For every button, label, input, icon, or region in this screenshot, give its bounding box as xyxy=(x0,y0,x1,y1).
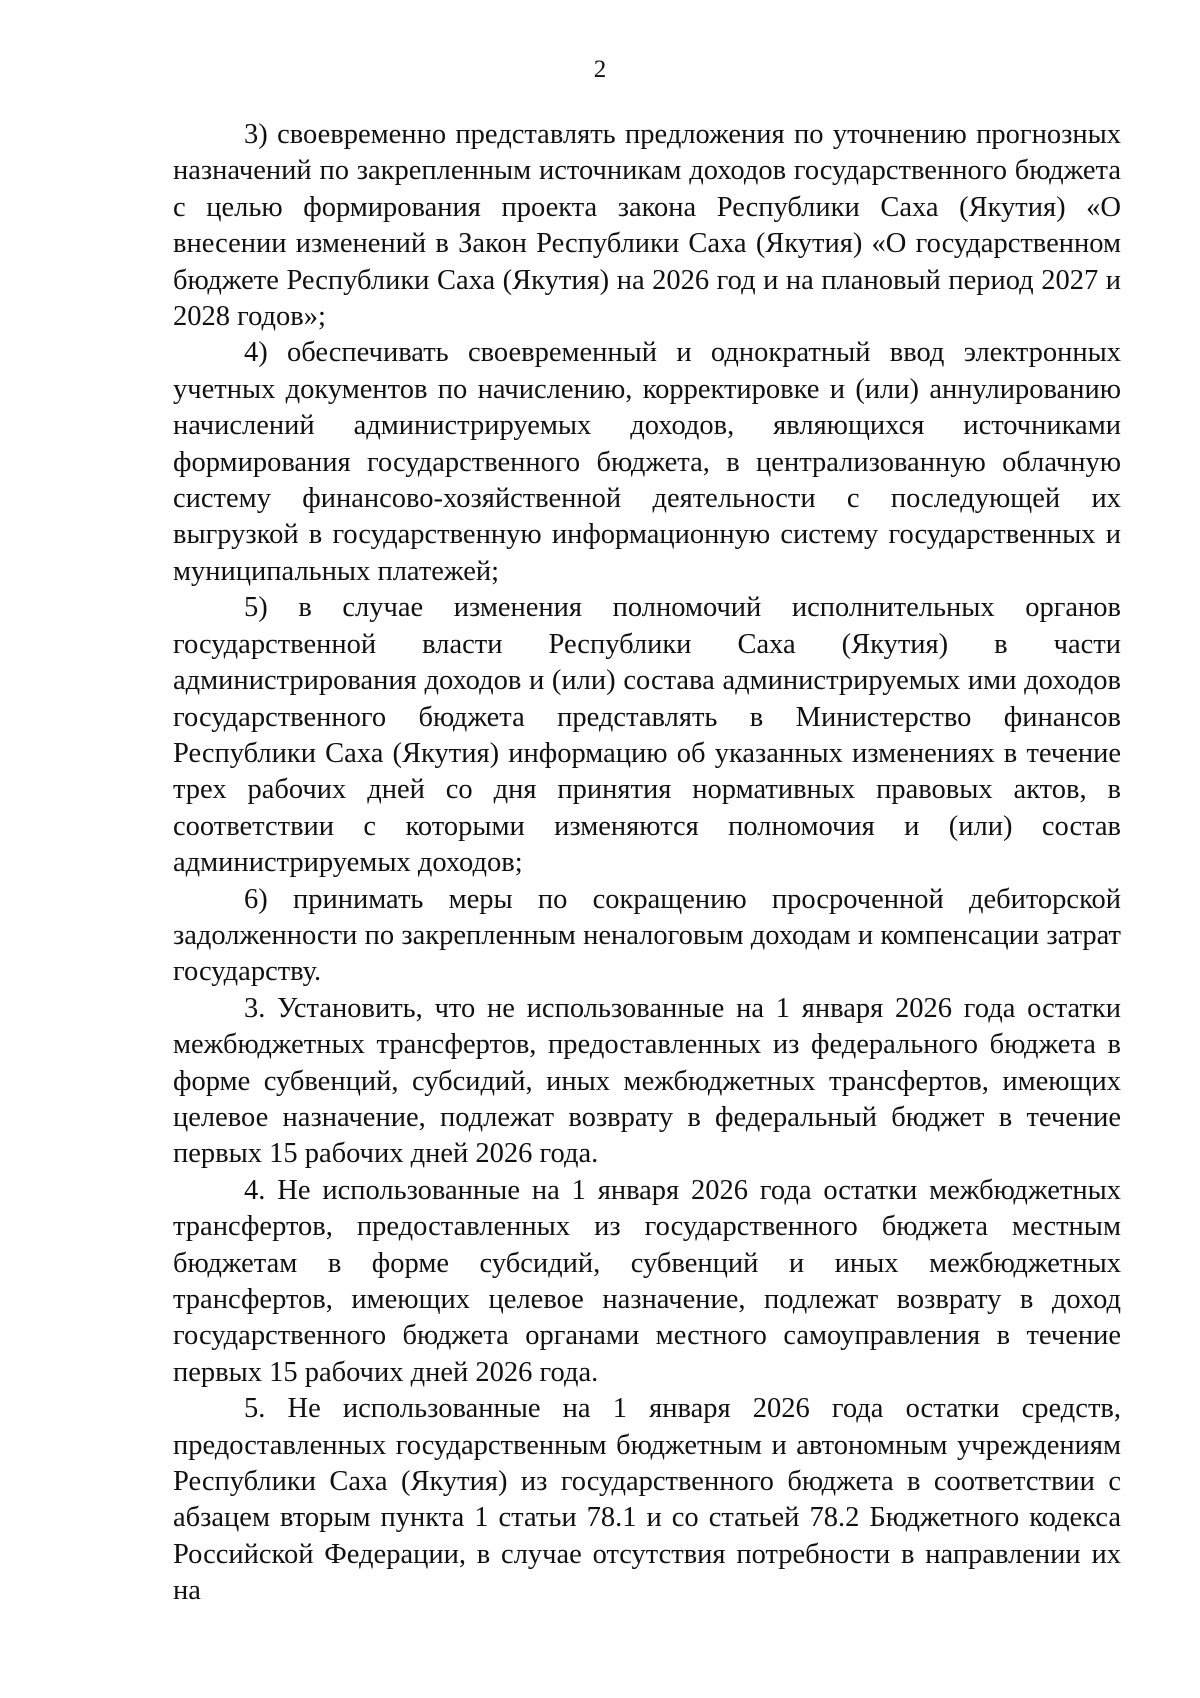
paragraph-item-6: 6) принимать меры по сокращению просроченной дебиторской задолженности по закрепленным неналоговым доходам и компенсации затрат государству. xyxy=(173,883,1121,988)
document-body xyxy=(173,117,1121,1610)
paragraph-clause-5: 5. Не использованные на 1 января 2026 года остатки средств, предоставленных государственным бюджетным и автономным учреждениям Республики Саха (Якутия) из государственного бюджета в соответствии с абзацем вторым пункта 1 статьи 78.1 и со статьей 78.2 Бюджетного кодекса Российской Федерации, в случае отсутствия потребности в направлении их на xyxy=(173,1393,1121,1607)
page-number: 2 xyxy=(593,56,607,83)
paragraph-item-4: 4) обеспечивать своевременный и однократный ввод электронных учетных документов по начислению, корректировке и (или) аннулированию начислений администрируемых доходов, являющихся источниками формирования государственного бюджета, в централизованную облачную систему финансово-хозяйственной деятельности с последующей их выгрузкой в государственную информационную систему государственных и муниципальных платежей; xyxy=(173,337,1121,587)
paragraph-clause-3: 3. Установить, что не использованные на 1 января 2026 года остатки межбюджетных трансфертов, предоставленных из федерального бюджета в форме субвенций, субсидий, иных межбюджетных трансфертов, имеющих целевое назначение, подлежат возврату в федеральный бюджет в течение первых 15 рабочих дней 2026 года. xyxy=(173,992,1121,1170)
paragraph-clause-4: 4. Не использованные на 1 января 2026 года остатки межбюджетных трансфертов, предоставленных из государственного бюджета местным бюджетам в форме субсидий, субвенций и иных межбюджетных трансфертов, имеющих целевое назначение, подлежат возврату в доход государственного бюджета органами местного самоуправления в течение первых 15 рабочих дней 2026 года. xyxy=(173,1174,1121,1388)
paragraph-item-3: 3) своевременно представлять предложения по уточнению прогнозных назначений по закрепленным источникам доходов государственного бюджета с целью формирования проекта закона Республики Саха (Якутия) «О внесении изменений в Закон Республики Саха (Якутия) «О государственном бюджете Республики Саха (Якутия) на 2026 год и на плановый период 2027 и 2028 годов»; xyxy=(173,119,1121,333)
paragraph-item-5: 5) в случае изменения полномочий исполнительных органов государственной власти Республики Саха (Якутия) в части администрирования доходов и (или) состава администрируемых ими доходов государственного бюджета представлять в Министерство финансов Республики Саха (Якутия) информацию об указанных изменениях в течение трех рабочих дней со дня принятия нормативных правовых актов, в соответствии с которыми изменяются полномочия и (или) состав администрируемых доходов; xyxy=(173,592,1121,879)
